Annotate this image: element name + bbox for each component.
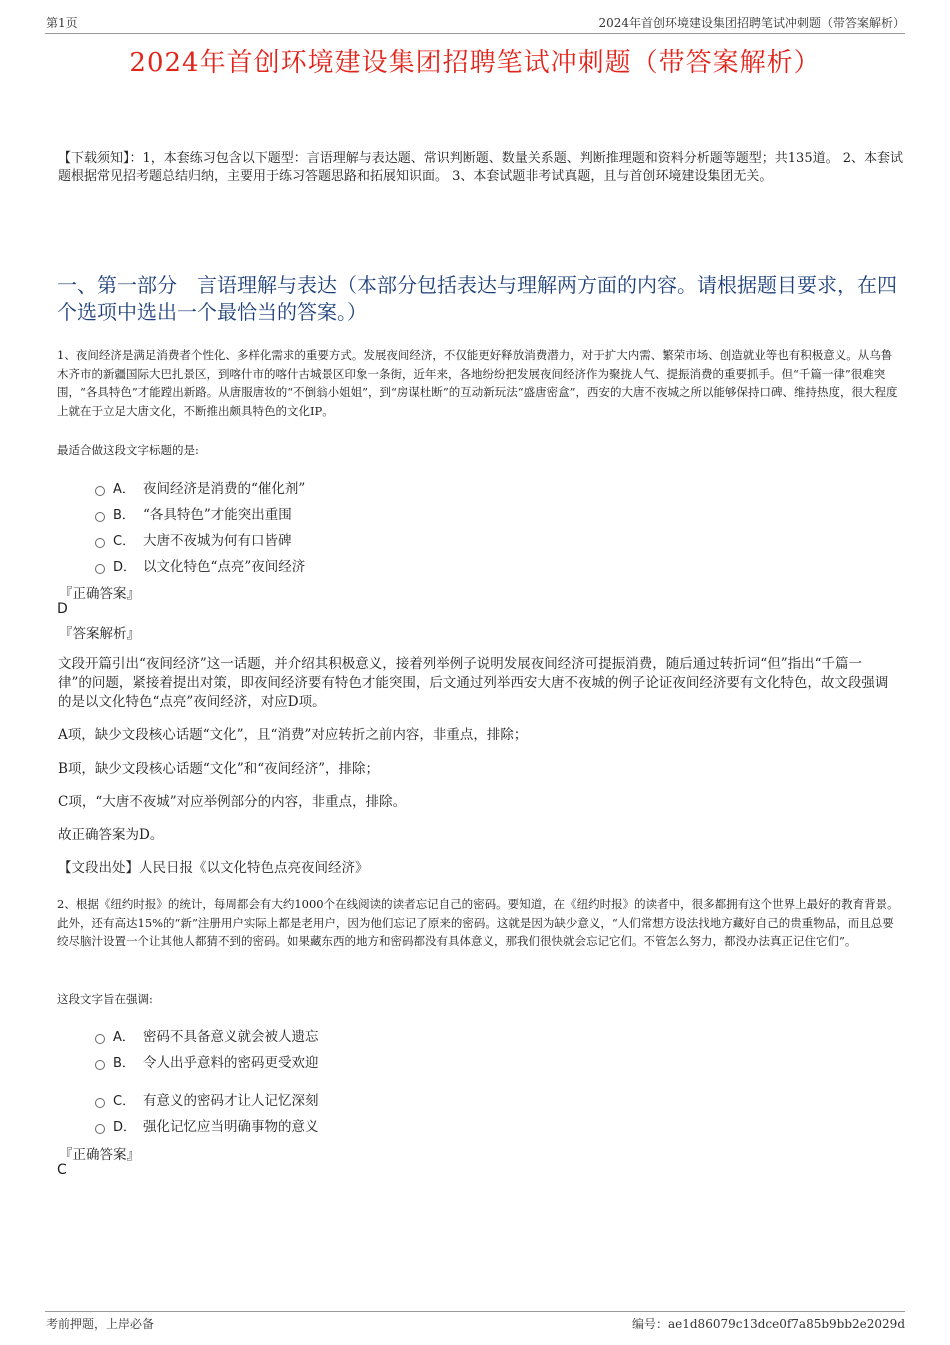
option-letter: B． (113, 1056, 135, 1071)
q1-option-a[interactable] (95, 477, 305, 497)
option-text: 有意义的密码才让人记忆深刻 (143, 1093, 319, 1109)
running-header-title: 2024年首创环境建设集团招聘笔试冲刺题（带答案解析） (598, 16, 905, 30)
q1-answer: D (57, 601, 68, 617)
q1-analysis-label: 『答案解析』 (59, 626, 140, 642)
question-1-text: 1、夜间经济是满足消费者个性化、多样化需求的重要方式。发展夜间经济，不仅能更好释放消费潜力，对于扩大内需、繁荣市场、创造就业等也有积极意义。从乌鲁木齐市的新疆国际大巴扎景区，到喀什市的喀什古城景区印象一条街，近年来，各地纷纷把发展夜间经济作为聚拢人气、提振消费的重要抓手。但“千篇一律”很难突围，“各具特色”才能蹚出新路。从唐服唐妆的“不倒翁小姐姐”，到“房谋杜断”的互动新玩法“盛唐密盒”，西安的大唐不夜城之所以能够保持口碑、维持热度，很大程度上就在于立足大唐文化，不断推出颇具特色的文化IP。 (57, 348, 898, 418)
q1-source: 【文段出处】人民日报《以文化特色点亮夜间经济》 (58, 860, 369, 876)
q1-note-c: C项，“大唐不夜城”对应举例部分的内容，非重点，排除。 (58, 794, 407, 810)
q2-option-d[interactable] (95, 1115, 319, 1135)
radio-button-icon[interactable] (95, 1098, 105, 1108)
q1-note-b: B项，缺少文段核心话题“文化”和“夜间经济”，排除； (58, 761, 380, 777)
option-letter: D． (113, 560, 137, 575)
option-text: 大唐不夜城为何有口皆碑 (143, 533, 292, 549)
radio-button-icon[interactable] (95, 564, 105, 574)
q2-option-b[interactable] (95, 1051, 319, 1071)
option-letter: A． (113, 482, 135, 497)
q1-option-d[interactable] (95, 555, 305, 575)
footer-serial-number: 编号：ae1d86079c13dce0f7a85b9bb2e2029d (631, 1317, 905, 1331)
radio-button-icon[interactable] (95, 538, 105, 548)
radio-button-icon[interactable] (95, 1034, 105, 1044)
option-letter: C． (113, 534, 136, 549)
q2-answer: C (57, 1162, 67, 1178)
section-heading: 一、第一部分 言语理解与表达（本部分包括表达与理解两方面的内容。请根据题目要求，在四个选项中选出一个最恰当的答案。） (57, 273, 897, 324)
q1-analysis: 文段开篇引出“夜间经济”这一话题，并介绍其积极意义，接着列举例子说明发展夜间经济可提振消费，随后通过转折词“但”指出“千篇一律”的问题，紧接着提出对策，即夜间经济要有特色才能突围，后文通过列举西安大唐不夜城的例子论证夜间经济要有文化特色，故文段强调的是以文化特色“点亮”夜间经济，对应D项。 (58, 656, 889, 710)
option-letter: A． (113, 1030, 135, 1045)
radio-button-icon[interactable] (95, 486, 105, 496)
option-text: 强化记忆应当明确事物的意义 (143, 1119, 319, 1135)
footer-slogan: 考前押题，上岸必备 (46, 1317, 155, 1331)
question-2-text: 2、根据《纽约时报》的统计，每周都会有大约1000个在线阅读的读者忘记自己的密码。要知道，在《纽约时报》的读者中，很多都拥有这个世界上最好的教育背景。此外，还有高达15%的“新”注册用户实际上都是老用户，因为他们忘记了原来的密码。这就是因为缺少意义，“人们常想方设法找地方藏好自己的贵重物品，而且总要绞尽脑汁设置一个让其他人都猜不到的密码。如果藏东西的地方和密码都没有具体意义，那我们很快就会忘记它们。不管怎么努力，都没办法真正记住它们”。 (57, 897, 899, 948)
option-letter: D． (113, 1120, 137, 1135)
download-notice: 【下载须知】：1，本套练习包含以下题型：言语理解与表达题、常识判断题、数量关系题、判断推理题和资料分析题等题型；共135道。 2、本套试题根据常见招考题总结归纳，主要用于练习答题思路和拓展知识面。 3、本套试题非考试真题，且与首创环境建设集团无关。 (58, 151, 903, 184)
q1-note-a: A项，缺少文段核心话题“文化”，且“消费”对应转折之前内容，非重点，排除； (58, 727, 528, 743)
option-text: “各具特色”才能突出重围 (143, 507, 292, 523)
option-letter: B． (113, 508, 135, 523)
option-text: 令人出乎意料的密码更受欢迎 (143, 1055, 319, 1071)
option-letter: C． (113, 1094, 136, 1109)
header-divider (45, 33, 905, 34)
page-number: 第1页 (46, 16, 78, 30)
q2-answer-label: 『正确答案』 (59, 1147, 140, 1163)
footer-divider (45, 1311, 905, 1312)
q1-conclusion: 故正确答案为D。 (58, 827, 164, 843)
option-text: 夜间经济是消费的“催化剂” (143, 481, 306, 497)
radio-button-icon[interactable] (95, 512, 105, 522)
option-text: 密码不具备意义就会被人遗忘 (143, 1029, 319, 1045)
document-title: 2024年首创环境建设集团招聘笔试冲刺题（带答案解析） (129, 48, 821, 78)
q1-option-c[interactable] (95, 529, 292, 549)
question-1-prompt: 最适合做这段文字标题的是: (57, 443, 199, 457)
option-text: 以文化特色“点亮”夜间经济 (143, 559, 306, 575)
question-2-prompt: 这段文字旨在强调: (57, 992, 153, 1006)
q1-answer-label: 『正确答案』 (59, 586, 140, 602)
radio-button-icon[interactable] (95, 1060, 105, 1070)
q2-option-a[interactable] (95, 1025, 319, 1045)
radio-button-icon[interactable] (95, 1124, 105, 1134)
q2-option-c[interactable] (95, 1089, 319, 1109)
q1-option-b[interactable] (95, 503, 292, 523)
